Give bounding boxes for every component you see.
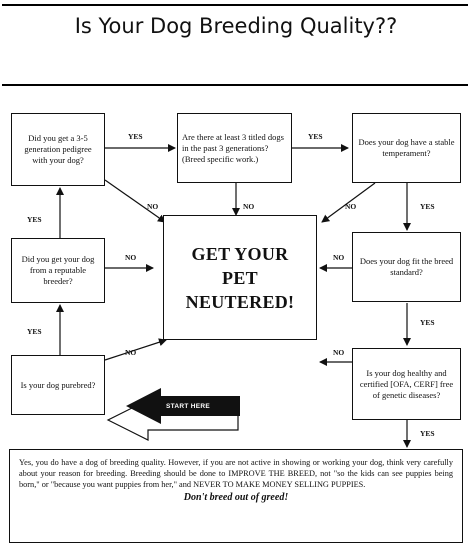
conclusion-tagline: Don't breed out of greed! [183, 491, 289, 503]
conclusion-text: Yes, you do have a dog of breeding quality. However, if you are not active in showing or working your dog, think very carefully about your reason for breeding. Breeding should be done to IMPROVE THE BREED, not "so the kids can see puppies being born," or "because you want puppies from her," and NEVER TO MAKE MONEY SELLING PUPPIES. [19, 458, 453, 490]
node-healthy [352, 348, 461, 420]
node-pedigree-text: Did you get a 3-5 generation pedigree with your dog? [24, 133, 92, 165]
node-standard-text: Does your dog fit the breed standard? [359, 256, 454, 277]
label-no: NO [125, 348, 137, 357]
node-neuter-text: GET YOUR PET NEUTERED! [185, 243, 295, 312]
node-titled-text: Are there at least 3 titled dogs in the past 3 generations? (Breed specific work.) [182, 131, 284, 164]
label-no: NO [345, 202, 357, 211]
conclusion-box [9, 449, 463, 543]
node-temperament [352, 113, 461, 183]
node-pedigree [11, 113, 105, 186]
node-temperament-text: Does your dog have a stable temperament? [358, 137, 455, 158]
label-yes: YES [27, 215, 42, 224]
start-here-label: START HERE [166, 403, 211, 410]
node-standard [352, 232, 461, 302]
label-yes: YES [420, 429, 435, 438]
label-yes: YES [128, 132, 143, 141]
start-here-arrow [108, 388, 240, 440]
label-no: NO [333, 348, 345, 357]
arrow-pedigree-no [105, 180, 165, 222]
node-purebred [11, 355, 105, 415]
node-healthy-text: Is your dog healthy and certified [OFA, CERF] free of genetic diseases? [359, 367, 454, 400]
node-purebred-text: Is your dog purebred? [20, 379, 96, 390]
label-yes: YES [27, 327, 42, 336]
page-title: Is Your Dog Breeding Quality?? [74, 14, 398, 38]
label-no: NO [125, 253, 137, 262]
label-no: NO [243, 202, 255, 211]
label-yes: YES [308, 132, 323, 141]
label-yes: YES [420, 202, 435, 211]
label-no: NO [147, 202, 159, 211]
label-no: NO [333, 253, 345, 262]
node-neuter [163, 215, 317, 340]
label-yes: YES [420, 318, 435, 327]
node-reputable-text: Did you get your dog from a reputable breeder? [21, 254, 95, 286]
node-titled [177, 113, 292, 183]
node-reputable [11, 238, 105, 303]
